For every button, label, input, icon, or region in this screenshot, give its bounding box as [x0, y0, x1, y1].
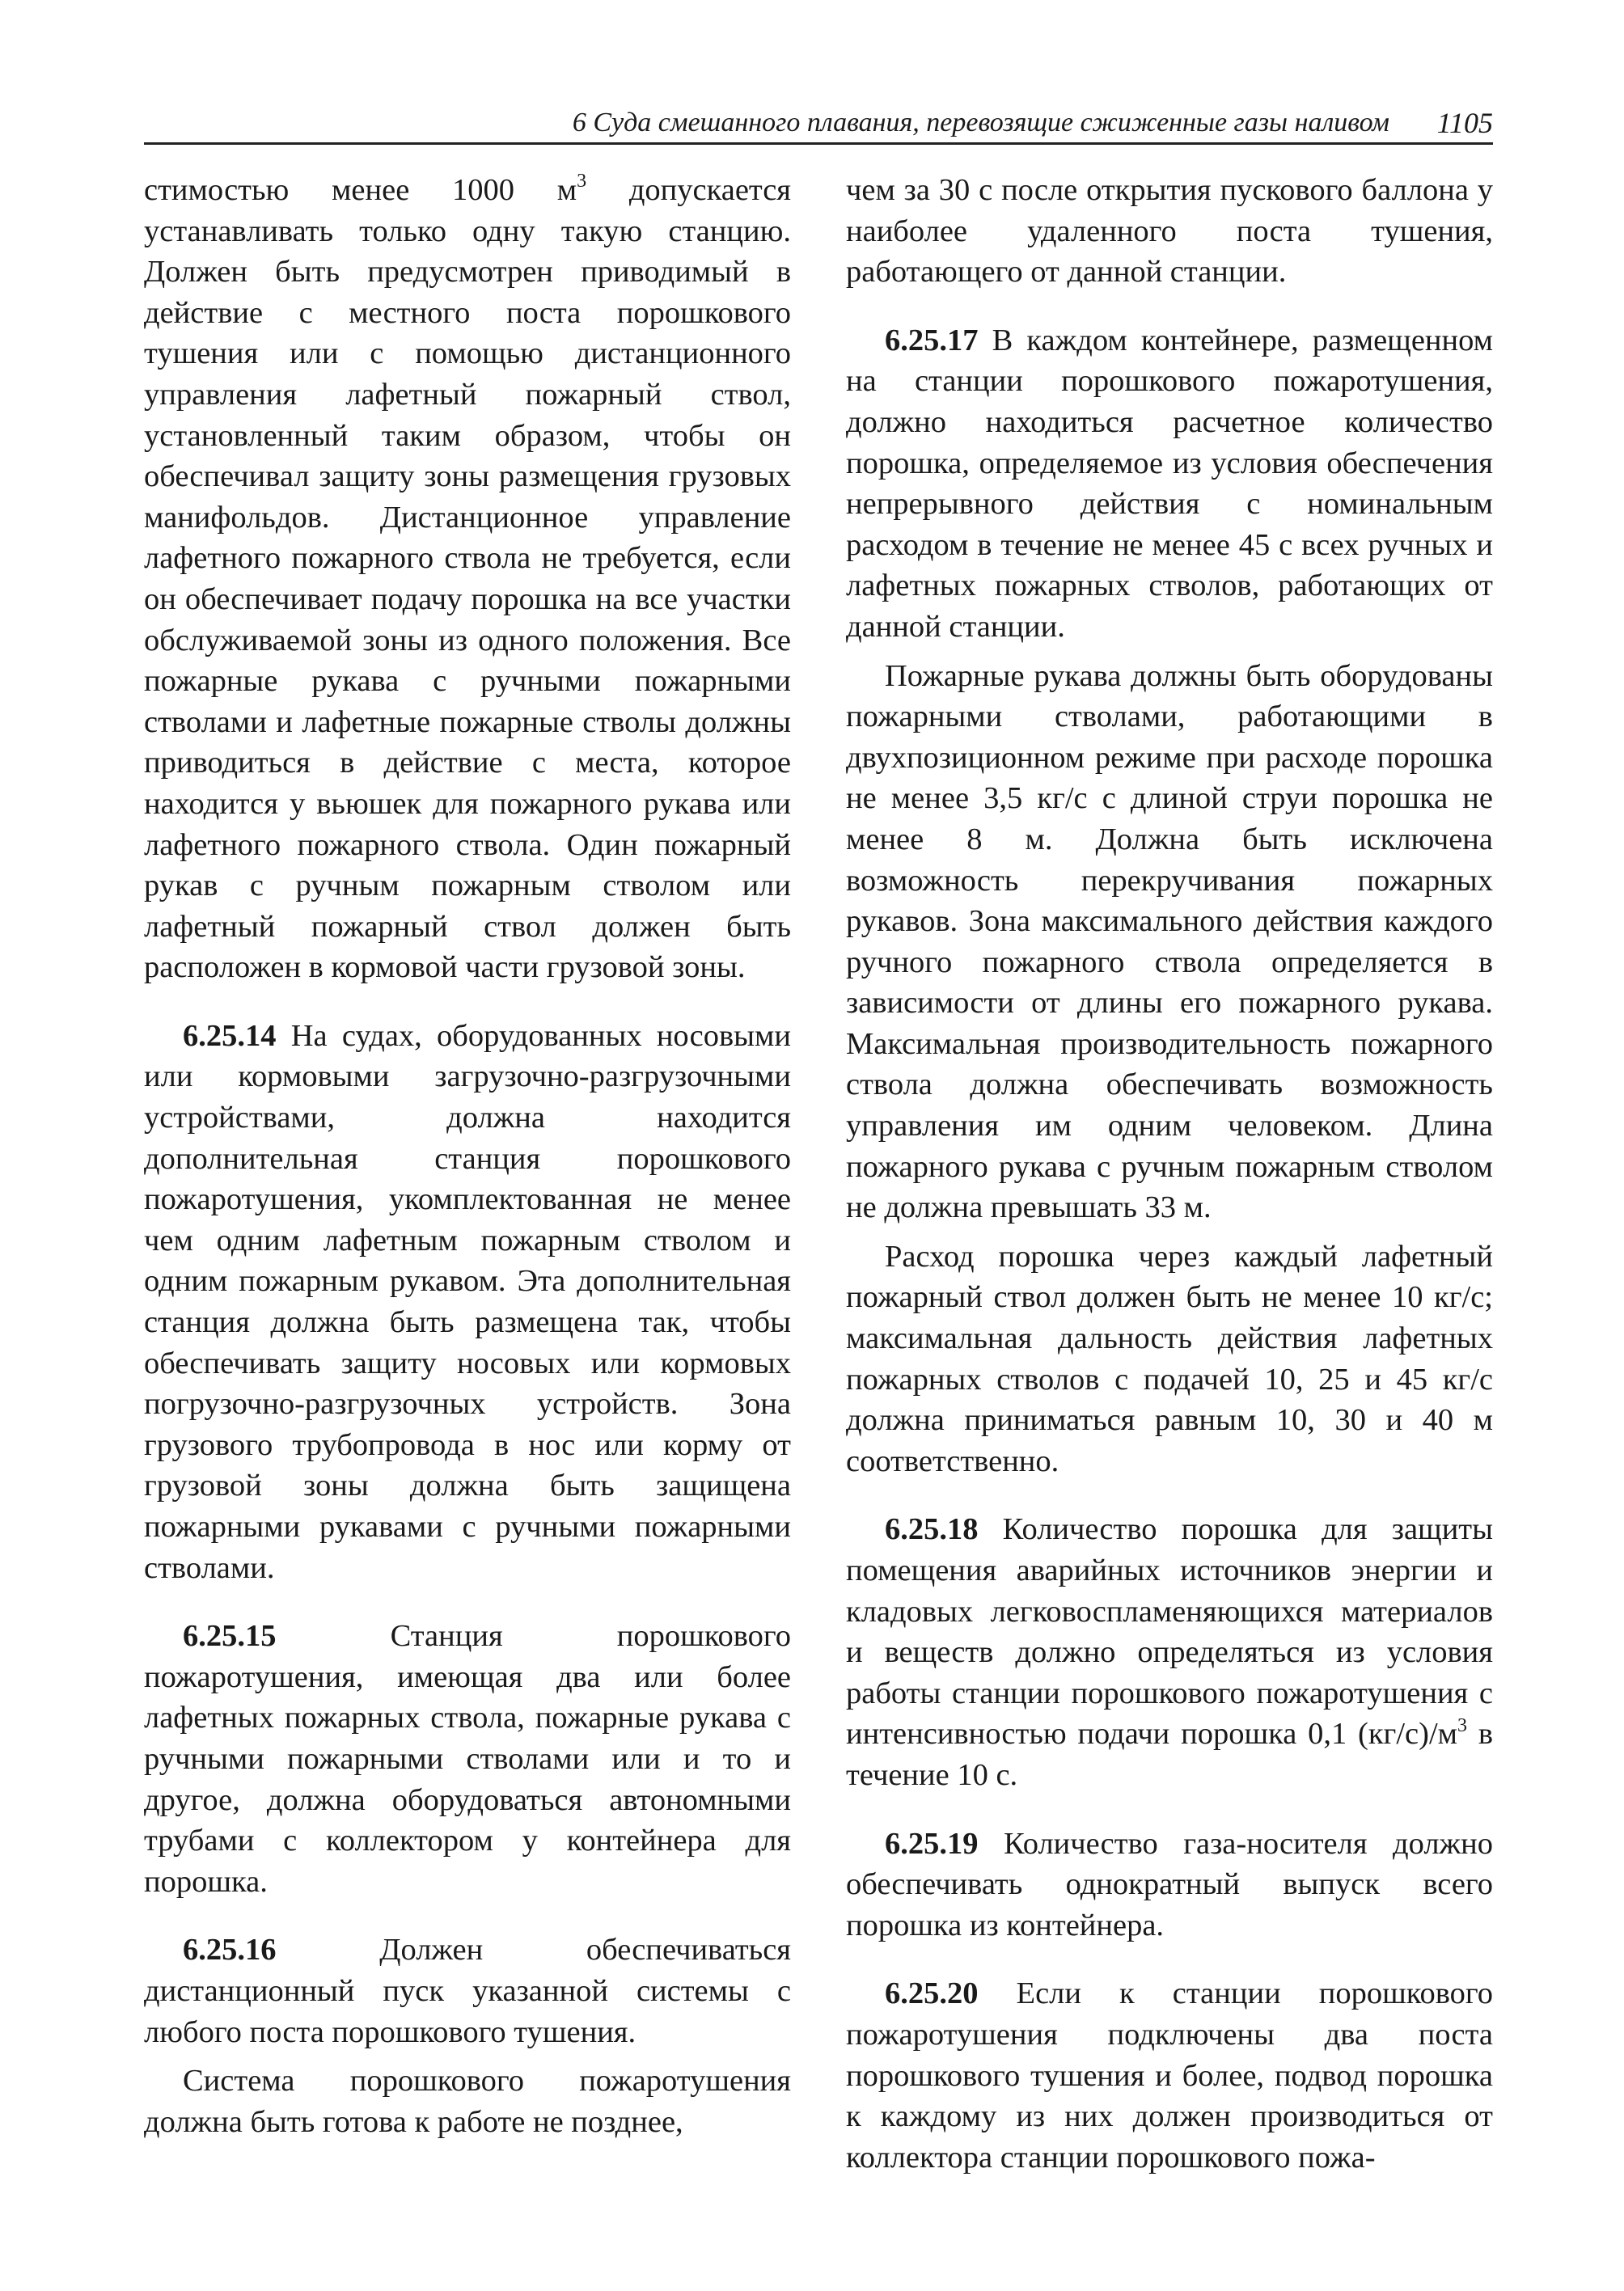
section-number: 6.25.16 — [183, 1933, 277, 1968]
paragraph-continuation: чем за 30 с после открытия пускового баллона у наиболее удаленного поста тушения, работающего от данной станции. — [846, 173, 1493, 290]
paragraph-fire-hoses: Пожарные рукава должны быть оборудованы пожарными стволами, работающими в двухпозиционном режиме при расходе порошка не менее 3,5 кг/с с длиной струи порошка не менее 8 м. Должна быть исключена возможность перекручивания пожарных рукавов. Зона максимального действия каждого ручного пожарного ствола определяется в зависимости от длины его пожарного рукава. Максимальная производительность пожарного ствола должна обеспечивать возможность управления им одним человеком. Длина пожарного рукава с ручным пожарным стволом не должна превышать 33 м. — [846, 658, 1493, 1225]
section-number: 6.25.17 — [885, 323, 979, 357]
paragraph-continuation — [144, 170, 791, 988]
section-6-25-19 — [846, 1824, 1493, 1947]
section-6-25-14 — [144, 1016, 791, 1588]
superscript: 3 — [1457, 1714, 1468, 1736]
section-text: Станция порошкового пожаротушения, имеющая два или более лафетных пожарных ствола, пожарные рукава с ручными пожарными стволами или и то и другое, должна оборудоваться автономными трубами с коллектором у контейнера для порошка. — [144, 1619, 791, 1899]
section-text: в течение 10 с. — [846, 1717, 1493, 1792]
paragraph-text: стимостью менее 1000 м — [144, 173, 577, 207]
superscript: 3 — [577, 171, 587, 192]
paragraph-powder-flow: Расход порошка через каждый лафетный пожарный ствол должен быть не менее 10 кг/с; максимальная дальность действия лафетных пожарных стволов с подачей 10, 25 и 45 кг/с должна приниматься равным 10, 30 и 40 м соответственно. — [846, 1239, 1493, 1478]
section-6-25-18 — [846, 1509, 1493, 1795]
running-header-title: 6 Суда смешанного плавания, перевозящие сжиженные газы наливом — [572, 108, 1389, 137]
section-text: Количество газа-носителя должно обеспечивать однократный выпуск всего порошка из контейнера. — [846, 1826, 1493, 1942]
right-column — [846, 170, 1493, 2186]
running-header — [144, 105, 1493, 145]
section-number: 6.25.15 — [183, 1619, 277, 1654]
section-text: В каждом контейнере, размещенном на станции порошкового пожаротушения, должно находиться расчетное количество порошка, определяемое из условия обеспечения непрерывного действия с номинальным расходом в течение не менее 45 с всех ручных и лафетных пожарных стволов, работающих от данной станции. — [846, 323, 1493, 644]
section-number: 6.25.20 — [885, 1976, 979, 2011]
section-6-25-16 — [144, 1930, 791, 2052]
page-number: 1105 — [1436, 107, 1493, 139]
section-text: Количество порошка для защиты помещения аварийных источников энергии и кладовых легковоспламеняющихся материалов и веществ должно определяться из условия работы станции порошкового пожаротушения с интенсивностью подачи порошка 0,1 (кг/с)/м — [846, 1512, 1493, 1752]
section-number: 6.25.19 — [885, 1826, 979, 1861]
section-6-25-17 — [846, 320, 1493, 648]
section-number: 6.25.18 — [885, 1512, 979, 1547]
section-number: 6.25.14 — [183, 1018, 277, 1053]
section-text: На судах, оборудованных носовыми или кормовыми загрузочно-разгрузочными устройствами, должна находится дополнительная станция порошкового пожаротушения, укомплектованная не менее чем одним лафетным пожарным стволом и одним пожарным рукавом. Эта дополнительная станция должна быть размещена так, чтобы обеспечивать защиту носовых или кормовых погрузочно-разгрузочных устройств. Зона грузового трубопровода в нос или корму от грузовой зоны должна быть защищена пожарными рукавами с ручными пожарными стволами. — [144, 1018, 791, 1585]
section-text: Если к станции порошкового пожаротушения подключены два поста порошкового тушения и более, подвод порошка к каждому из них должен производиться от коллектора станции порошкового пожа- — [846, 1976, 1493, 2175]
paragraph-text: допускается устанавливать только одну такую станцию. Должен быть предусмотрен приводимый в действие с местного поста порошкового тушения или с помощью дистанционного управления лафетный пожарный ствол, установленный таким образом, чтобы он обеспечивал защиту зоны размещения грузовых манифольдов. Дистанционное управление лафетного пожарного ствола не требуется, если он обеспечивает подачу порошка на все участки обслуживаемой зоны из одного положения. Все пожарные рукава с ручными пожарными стволами и лафетные пожарные стволы должны приводиться в действие с места, которое находится у вьюшек для пожарного рукава или лафетного пожарного ствола. Один пожарный рукав с ручным пожарным стволом или лафетный пожарный ствол должен быть расположен в кормовой части грузовой зоны. — [144, 173, 792, 985]
paragraph-system-readiness: Система порошкового пожаротушения должна быть готова к работе не позднее, — [144, 2064, 791, 2139]
left-column — [144, 170, 791, 2150]
section-text: Должен обеспечиваться дистанционный пуск указанной системы с любого поста порошкового тушения. — [144, 1933, 791, 2049]
section-6-25-20 — [846, 1973, 1493, 2178]
section-6-25-15 — [144, 1616, 791, 1902]
